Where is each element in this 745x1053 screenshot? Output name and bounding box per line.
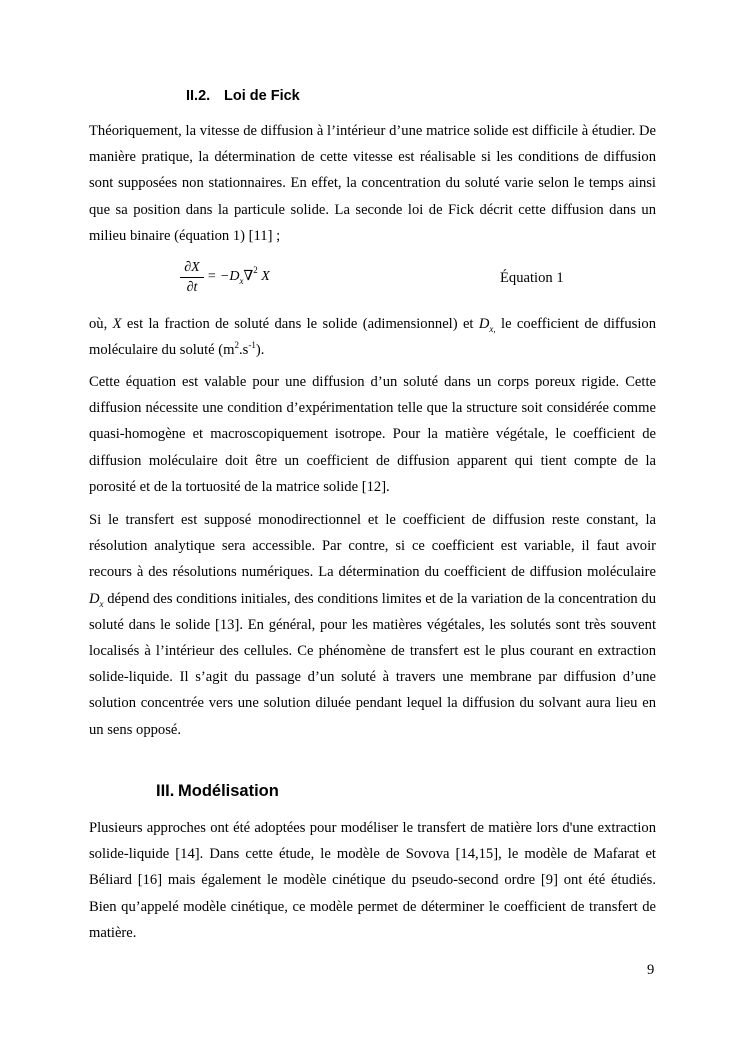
equation-numerator: ∂X <box>184 260 200 275</box>
text-run: le coefficient de diffusion moléculaire du soluté (m <box>89 316 656 359</box>
rhs-prefix: = −D <box>207 269 240 284</box>
paragraph-definitions <box>89 311 656 363</box>
text-run: est la fraction de soluté dans le solide (adimensionnel) et <box>121 316 479 332</box>
unit-superscript: -1 <box>248 340 256 351</box>
variable-d: D <box>478 316 490 332</box>
paragraph-transfer <box>89 507 656 743</box>
paragraph-modelling: Plusieurs approches ont été adoptées pour modéliser le transfert de matière lors d'une extraction solide-liquide [14]. Dans cette étude, le modèle de Sovova [14,15], le modèle de Mafarat et Béliard [16] mais également le modèle cinétique du pseudo-second ordre [9] ont été étudiés. Bien qu’appelé modèle cinétique, ce modèle permet de déterminer le coefficient de transfert de matière. <box>89 820 656 941</box>
variable-d-subscript: x, <box>489 323 496 334</box>
text-run: .s <box>239 342 249 359</box>
variable-d: D <box>89 590 100 607</box>
unit-superscript: 2 <box>234 340 239 351</box>
paragraph-validity: Cette équation est valable pour une diffusion d’un soluté dans un corps poreux rigide. Cette diffusion nécessite une condition d’expérimentation telle que la structure soit considérée comme quasi-homogène et macroscopiquement isotrope. Pour la matière végétale, le coefficient de diffusion moléculaire doit être un coefficient de diffusion apparent qui tient compte de la porosité et de la tortuosité de la matrice solide [12]. <box>89 374 656 495</box>
text-run: Si le transfert est supposé monodirectionnel et le coefficient de diffusion reste constant, la résolution analytique sera accessible. Par contre, si ce coefficient est variable, il faut avoir recours à des résolutions numériques. La détermination du coefficient de diffusion moléculaire <box>89 512 656 581</box>
nabla-symbol: ∇ <box>243 269 254 284</box>
equation-rhs <box>207 265 270 286</box>
section-heading-2-2 <box>186 88 300 104</box>
text-run: dépend des conditions initiales, des conditions limites et de la variation de la concentration du soluté dans le solide [13]. En général, pour les matières végétales, les solutés sont très souvent localisés à l’intérieur des cellules. Ce phénomène de transfert est le plus courant en extraction solide-liquide. Il s’agit du passage d’un soluté à travers une membrane par diffusion d’une solution concentrée vers une solution diluée pendant lequel la diffusion du solvant aura lieu en un sens opposé. <box>89 590 656 738</box>
rhs-superscript: 2 <box>253 265 258 276</box>
section-number: III. <box>156 782 175 800</box>
section-title: Loi de Fick <box>224 88 300 104</box>
section-title: Modélisation <box>178 782 279 800</box>
page-number: 9 <box>647 962 655 978</box>
section-number: II.2. <box>186 88 211 104</box>
text-run: ). <box>255 342 265 359</box>
rhs-variable: X <box>261 269 270 284</box>
equation-label: Équation 1 <box>500 270 564 286</box>
variable-x: X <box>112 316 122 332</box>
paragraph-intro: Théoriquement, la vitesse de diffusion à l’intérieur d’une matrice solide est difficile à étudier. De manière pratique, la détermination de cette vitesse est réalisable si les conditions de diffusion sont supposées non stationnaires. En effet, la concentration du soluté varie selon le temps ainsi que sa position dans la particule solide. La seconde loi de Fick décrit cette diffusion dans un milieu binaire (équation 1) [11] ; <box>89 123 656 244</box>
text-run: où, <box>89 316 113 332</box>
equation-denominator: ∂t <box>186 280 198 295</box>
section-heading-3 <box>156 782 279 801</box>
equation-fraction <box>180 259 204 296</box>
variable-d-subscript: x <box>99 598 104 609</box>
rhs-subscript: x <box>239 275 244 286</box>
